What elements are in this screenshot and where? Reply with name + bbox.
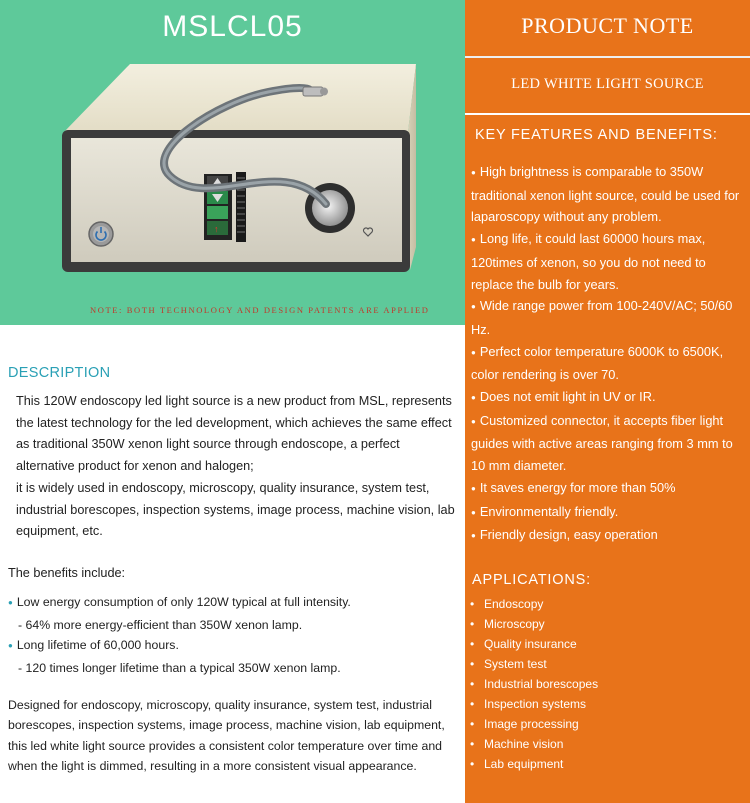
list-item: ● High brightness is comparable to 350W traditional xenon light source, could be used for laparoscopy without any problem. xyxy=(471,161,745,228)
benefit-sub-item: - 120 times longer lifetime than a typical 350W xenon lamp. xyxy=(18,660,341,675)
mode-button xyxy=(207,206,228,219)
benefit-item: ● Long lifetime of 60,000 hours. xyxy=(8,635,458,658)
light-source-device-image xyxy=(58,62,418,287)
benefit-sub-item: - 64% more energy-efficient than 350W xenon lamp. xyxy=(18,617,303,632)
benefit-item: ● Low energy consumption of only 120W typical at full intensity. xyxy=(8,592,458,615)
description-paragraph: it is widely used in endoscopy, microscopy, quality insurance, system test, industrial borescopes, inspection systems, image process, machine vision, lab equipment, etc. xyxy=(16,480,455,539)
applications-list xyxy=(470,594,740,774)
description-title: DESCRIPTION xyxy=(8,365,111,381)
light-icon: ↑ xyxy=(214,224,219,234)
list-item: • Microscopy xyxy=(470,614,740,634)
list-item: ● Wide range power from 100-240V/AC; 50/60 Hz. xyxy=(471,295,745,340)
list-item: • Lab equipment xyxy=(470,754,740,774)
list-item: • System test xyxy=(470,654,740,674)
list-item: • Machine vision xyxy=(470,734,740,754)
applications-title: APPLICATIONS: xyxy=(472,572,591,588)
features-title: KEY FEATURES AND BENEFITS: xyxy=(475,127,718,143)
model-title: MSLCL05 xyxy=(162,10,303,43)
list-item: ● Long life, it could last 60000 hours max, 120times of xenon, so you do not need to replace the bulb for years. xyxy=(471,228,745,295)
list-item: ● Does not emit light in UV or IR. xyxy=(471,386,745,410)
list-item: • Image processing xyxy=(470,714,740,734)
features-list xyxy=(471,161,745,548)
benefits-intro: The benefits include: xyxy=(8,566,126,580)
list-item: ● Friendly design, easy operation xyxy=(471,524,745,548)
list-item: • Industrial borescopes xyxy=(470,674,740,694)
list-item: ● Customized connector, it accepts fiber light guides with active areas ranging from 3 mm to 10 mm diameter. xyxy=(471,410,745,477)
list-item: • Endoscopy xyxy=(470,594,740,614)
benefits-list xyxy=(8,592,458,678)
patent-note: NOTE: BOTH TECHNOLOGY AND DESIGN PATENTS ARE APPLIED xyxy=(90,305,430,315)
list-item: ● Environmentally friendly. xyxy=(471,501,745,525)
description-body xyxy=(16,391,456,543)
description-paragraph: This 120W endoscopy led light source is a new product from MSL, represents the latest technology for the led development, which achieves the same effect as traditional 350W xenon light source through endoscope, a perfect alternative product for xenon and halogen; xyxy=(16,394,452,474)
product-subtitle: LED WHITE LIGHT SOURCE xyxy=(465,58,750,113)
list-item: • Quality insurance xyxy=(470,634,740,654)
list-item: ● It saves energy for more than 50% xyxy=(471,477,745,501)
list-item: • Inspection systems xyxy=(470,694,740,714)
design-paragraph: Designed for endoscopy, microscopy, quality insurance, system test, industrial borescopes, inspection systems, image process, machine vision, lab equipment, this led white light source provides a consistent color temperature over time and when the light is dimmed, resulting in a more consistent visual appearance. xyxy=(8,698,445,773)
list-item: ● Perfect color temperature 6000K to 6500K, color rendering is over 70. xyxy=(471,341,745,386)
product-note-header: PRODUCT NOTE xyxy=(465,0,750,56)
